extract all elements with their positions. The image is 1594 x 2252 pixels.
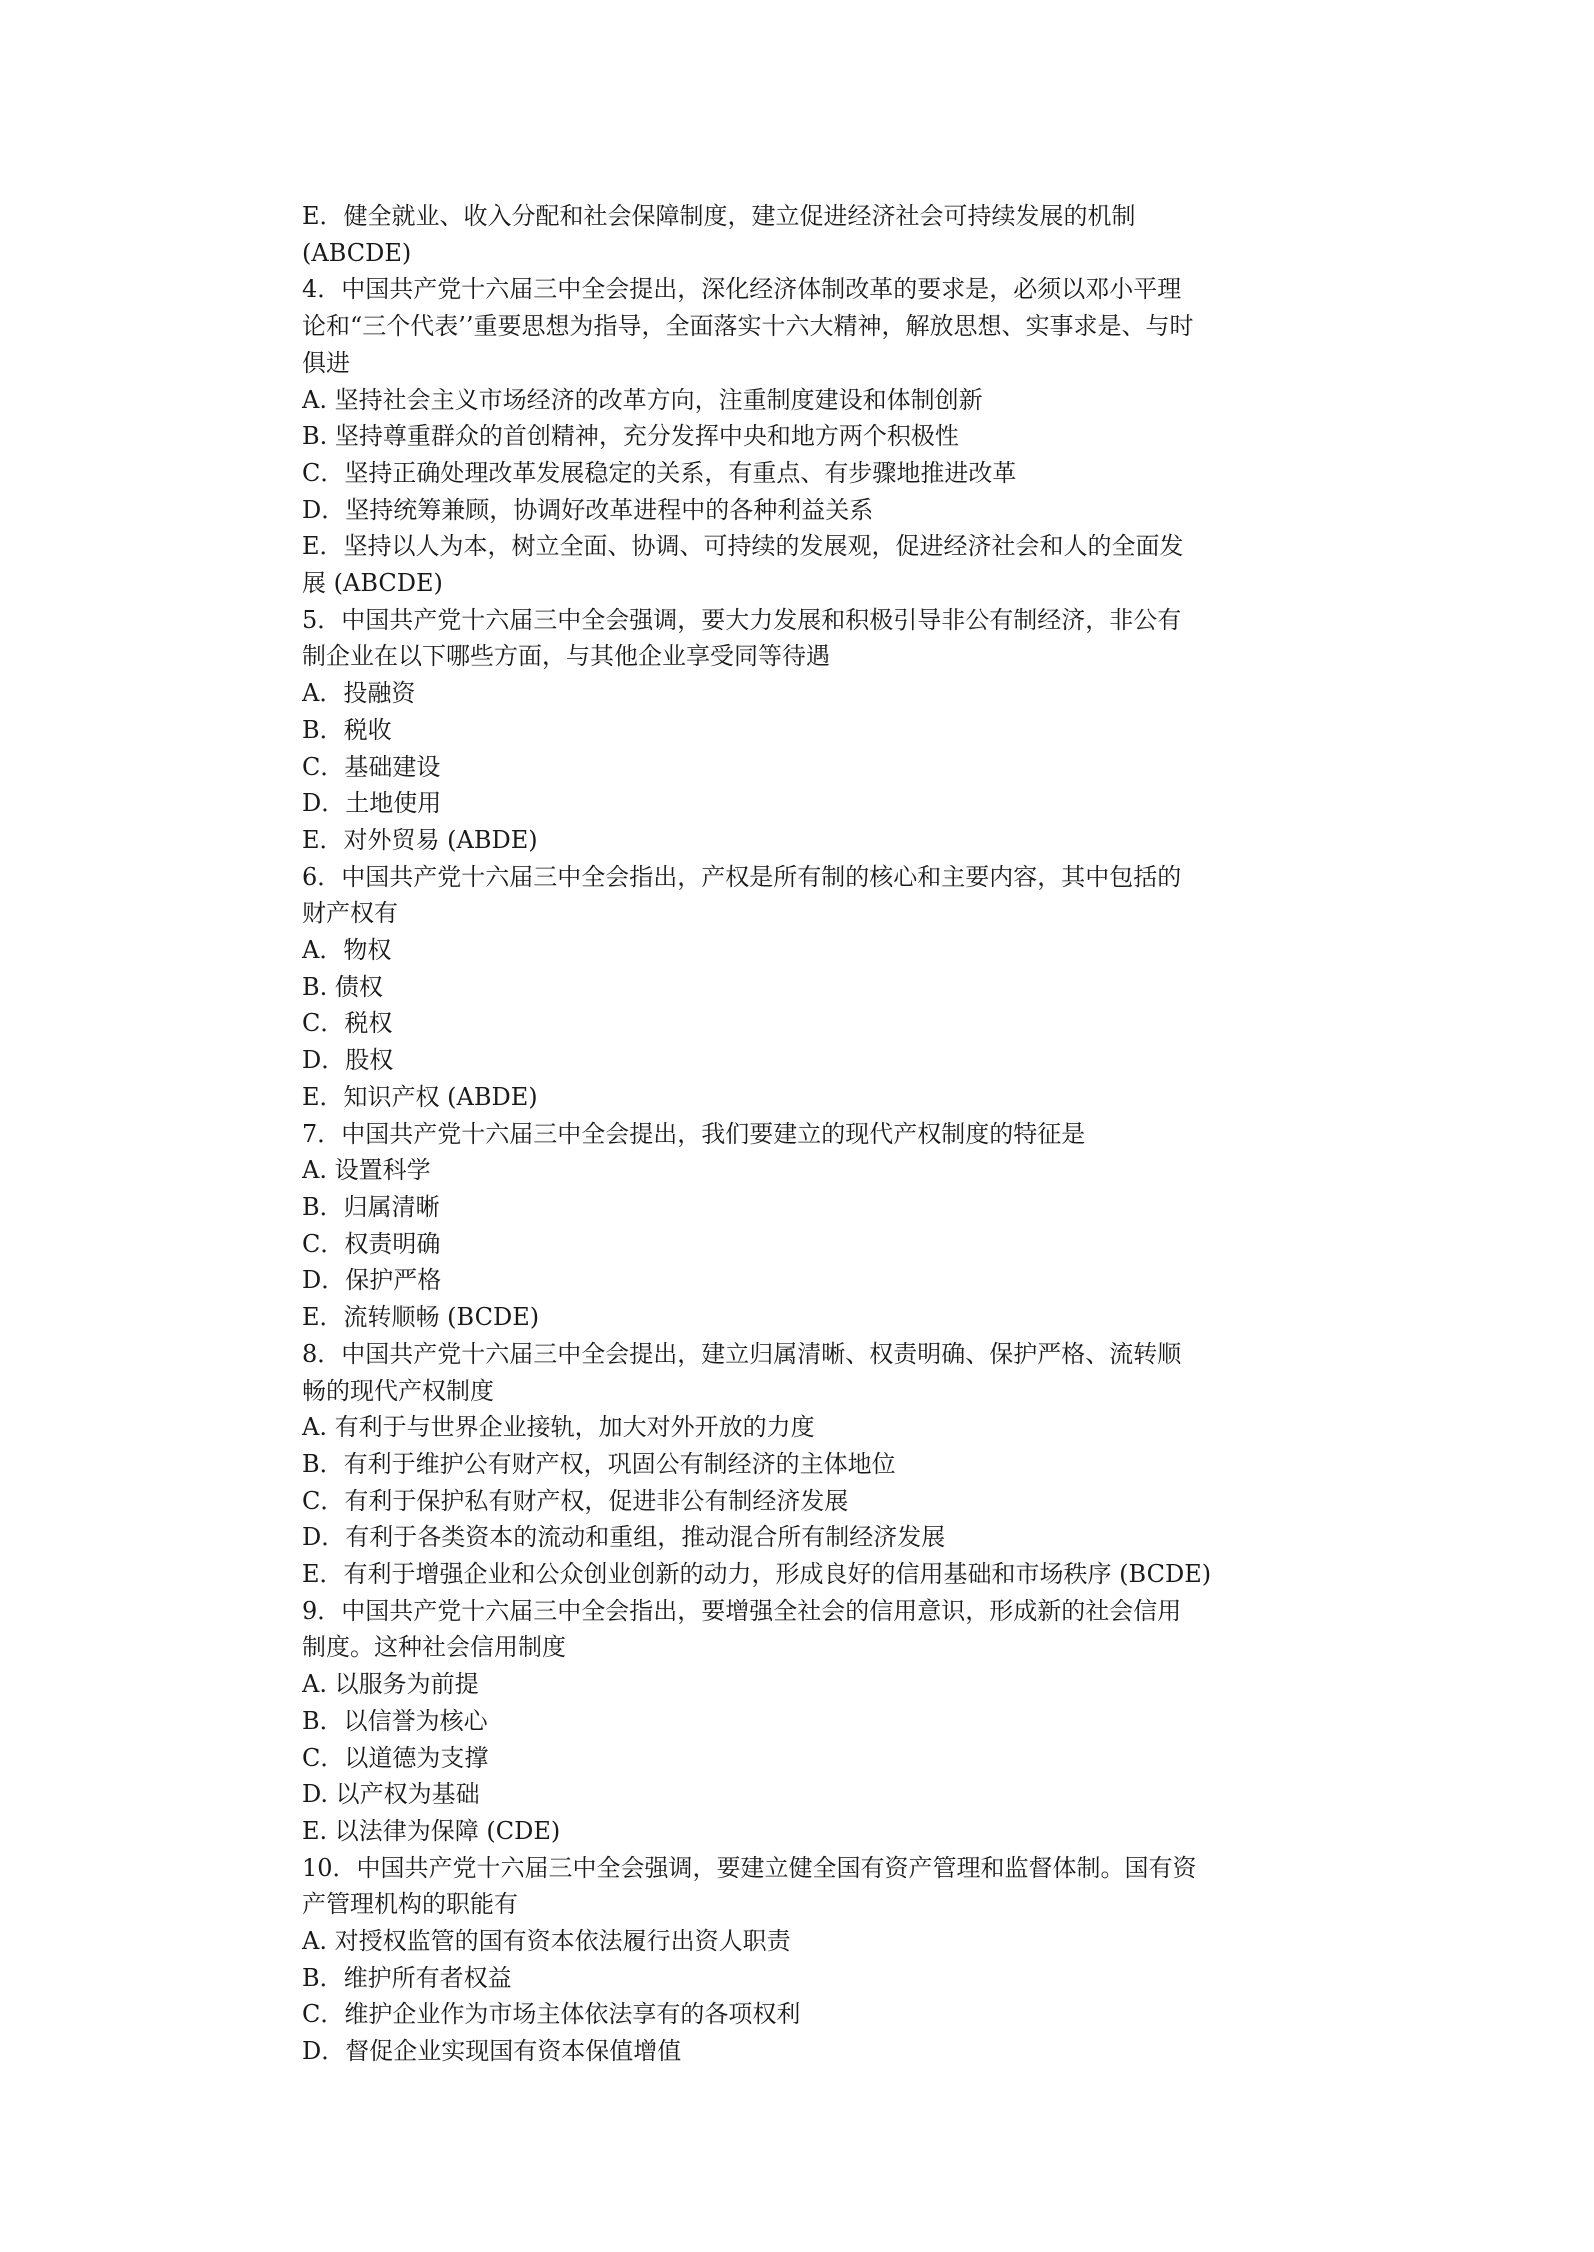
text-line: (ABCDE) <box>302 238 412 267</box>
text-line: 俱进 <box>302 348 350 377</box>
text-line: E．知识产权 (ABDE) <box>302 1082 538 1111</box>
text-line: A. 坚持社会主义市场经济的改革方向，注重制度建设和体制创新 <box>302 385 983 414</box>
text-line: A. 以服务为前提 <box>302 1670 479 1699</box>
text-line: 展 (ABCDE) <box>302 569 443 598</box>
text-line: B．归属清晰 <box>302 1192 440 1221</box>
text-line: D．坚持统筹兼顾，协调好改革进程中的各种利益关系 <box>302 495 874 524</box>
text-line: C．维护企业作为市场主体依法享有的各项权利 <box>302 2000 801 2029</box>
text-line: B．有利于维护公有财产权，巩固公有制经济的主体地位 <box>302 1449 896 1478</box>
text-line: C．基础建设 <box>302 752 441 781</box>
text-line: 8．中国共产党十六届三中全会提出，建立归属清晰、权责明确、保护严格、流转顺 <box>302 1339 1182 1368</box>
text-line: 财产权有 <box>302 899 398 928</box>
text-line: E．健全就业、收入分配和社会保障制度，建立促进经济社会可持续发展的机制 <box>302 202 1136 230</box>
text-line: D．股权 <box>302 1046 394 1075</box>
text-line: E．坚持以人为本，树立全面、协调、可持续的发展观，促进经济社会和人的全面发 <box>302 532 1184 561</box>
text-line: B．维护所有者权益 <box>302 1963 512 1992</box>
text-line: 5．中国共产党十六届三中全会强调，要大力发展和积极引导非公有制经济，非公有 <box>302 605 1182 634</box>
text-line: 6．中国共产党十六届三中全会指出，产权是所有制的核心和主要内容，其中包括的 <box>302 862 1182 891</box>
text-line: B．税收 <box>302 715 392 744</box>
text-line: E．对外贸易 (ABDE) <box>302 825 538 854</box>
text-line: D．有利于各类资本的流动和重组，推动混合所有制经济发展 <box>302 1523 946 1552</box>
text-line: A．物权 <box>302 936 392 965</box>
text-line: 4．中国共产党十六届三中全会提出，深化经济体制改革的要求是，必须以邓小平理 <box>302 275 1182 304</box>
text-line: 7．中国共产党十六届三中全会提出，我们要建立的现代产权制度的特征是 <box>302 1119 1086 1148</box>
text-line: 制度。这种社会信用制度 <box>302 1633 566 1662</box>
text-line: E．流转顺畅 (BCDE) <box>302 1303 540 1332</box>
text-line: B．以信誉为核心 <box>302 1706 488 1735</box>
text-line: B. 坚持尊重群众的首创精神，充分发挥中央和地方两个积极性 <box>302 422 959 451</box>
text-line: 畅的现代产权制度 <box>302 1376 494 1405</box>
text-line: 产管理机构的职能有 <box>302 1890 518 1919</box>
text-line: D．督促企业实现国有资本保值增值 <box>302 2037 682 2066</box>
text-line: A. 有利于与世界企业接轨，加大对外开放的力度 <box>302 1413 815 1442</box>
text-line: A. 设置科学 <box>302 1156 431 1185</box>
text-line: C．以道德为支撑 <box>302 1743 489 1772</box>
text-line: A. 对授权监管的国有资本依法履行出资人职责 <box>302 1927 791 1956</box>
text-line: C．有利于保护私有财产权，促进非公有制经济发展 <box>302 1486 849 1515</box>
text-line: C．税权 <box>302 1009 393 1038</box>
text-line: 制企业在以下哪些方面，与其他企业享受同等待遇 <box>302 642 830 671</box>
text-line: A．投融资 <box>302 679 416 708</box>
text-line: 9．中国共产党十六届三中全会指出，要增强全社会的信用意识，形成新的社会信用 <box>302 1596 1182 1625</box>
text-line: 论和“三个代表’’重要思想为指导，全面落实十六大精神，解放思想、实事求是、与时 <box>302 312 1194 341</box>
text-line: D．土地使用 <box>302 789 442 818</box>
text-line: D. 以产权为基础 <box>302 1780 480 1809</box>
text-line: C．权责明确 <box>302 1229 441 1258</box>
text-line: C．坚持正确处理改革发展稳定的关系，有重点、有步骤地推进改革 <box>302 458 1017 487</box>
document-body <box>302 198 1362 2070</box>
text-line: D．保护严格 <box>302 1266 442 1295</box>
text-line: 10．中国共产党十六届三中全会强调，要建立健全国有资产管理和监督体制。国有资 <box>302 1853 1197 1882</box>
text-line: E. 以法律为保障 (CDE) <box>302 1816 561 1845</box>
text-line: B. 债权 <box>302 972 383 1001</box>
text-line: E．有利于增强企业和公众创业创新的动力，形成良好的信用基础和市场秩序 (BCDE) <box>302 1560 1212 1589</box>
